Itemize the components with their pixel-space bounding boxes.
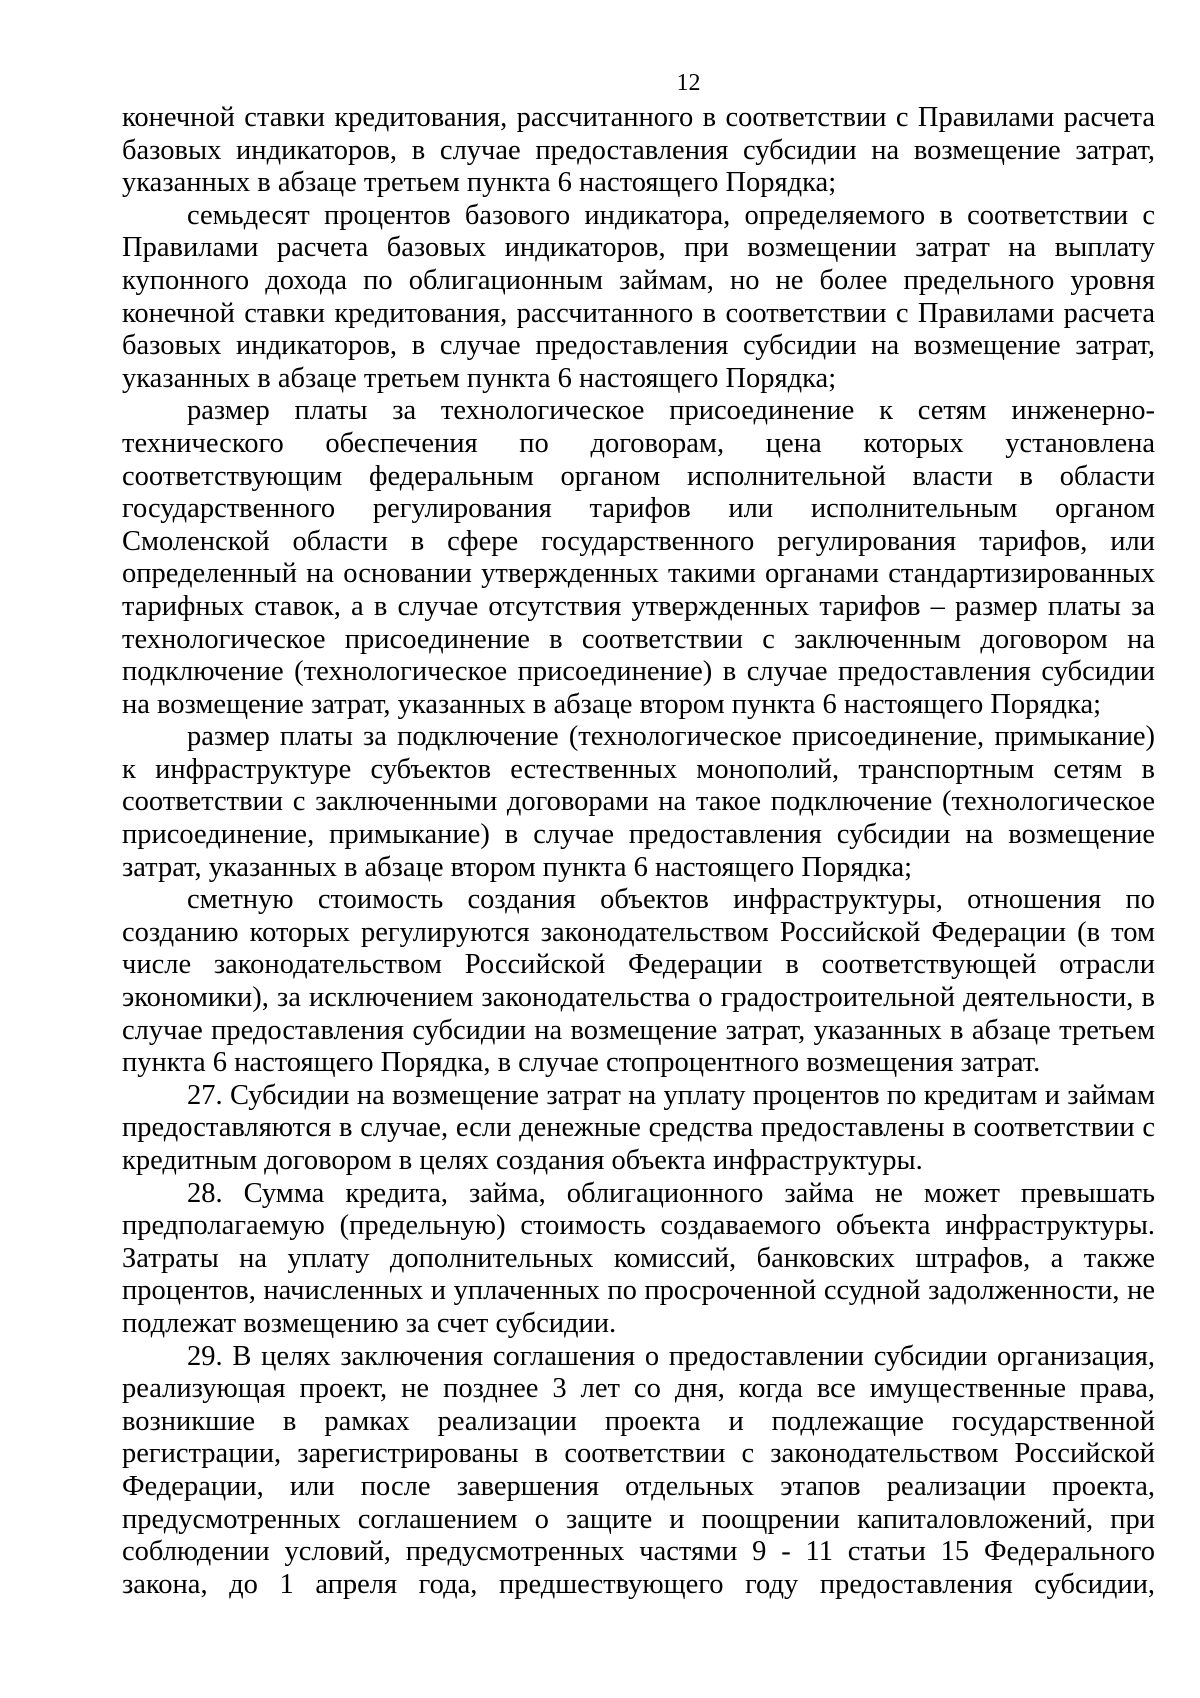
paragraph-estimated-cost: сметную стоимость создания объектов инфраструктуры, отношения по созданию которых регулируются законодательством Российской Федерации (в том числе законодательством Российской Федерации в соответствующей отрасли экономики), за исключением законодательства о градостроительной деятельности, в случае предоставления субсидии на возмещение затрат, указанных в абзаце третьем пункта 6 настоящего Порядка, в случае стопроцентного возмещения затрат. [122,884,1155,1079]
paragraph-27: 27. Субсидии на возмещение затрат на уплату процентов по кредитам и займам предоставляются в случае, если денежные средства предоставлены в соответствии с кредитным договором в целях создания объекта инфраструктуры. [122,1079,1155,1176]
paragraph-connection-fee-monopolies: размер платы за подключение (технологическое присоединение, примыкание) к инфраструктуре субъектов естественных монополий, транспортным сетям в соответствии с заключенными договорами на такое подключение (технологическое присоединение, примыкание) в случае предоставления субсидии на возмещение затрат, указанных в абзаце втором пункта 6 настоящего Порядка; [122,721,1155,883]
page-number: 12 [676,70,701,96]
document-page [122,70,1155,1601]
paragraph-connection-fee-engineering-networks: размер платы за технологическое присоединение к сетям инженерно-технического обеспечения по договорам, цена которых установлена соответствующим федеральным органом исполнительной власти в области государственного регулирования тарифов или исполнительным органом Смоленской области в сфере государственного регулирования тарифов, или определенный на основании утвержденных такими органами стандартизированных тарифных ставок, а в случае отсутствия утвержденных тарифов – размер платы за технологическое присоединение в соответствии с заключенным договором на подключение (технологическое присоединение) в случае предоставления субсидии на возмещение затрат, указанных в абзаце втором пункта 6 настоящего Порядка; [122,395,1155,720]
paragraph-continuation: конечной ставки кредитования, рассчитанного в соответствии с Правилами расчета базовых индикаторов, в случае предоставления субсидии на возмещение затрат, указанных в абзаце третьем пункта 6 настоящего Порядка; [122,102,1155,199]
paragraph-seventy-percent-indicator: семьдесят процентов базового индикатора, определяемого в соответствии с Правилами расчета базовых индикаторов, при возмещении затрат на выплату купонного дохода по облигационным займам, но не более предельного уровня конечной ставки кредитования, рассчитанного в соответствии с Правилами расчета базовых индикаторов, в случае предоставления субсидии на возмещение затрат, указанных в абзаце третьем пункта 6 настоящего Порядка; [122,199,1155,394]
paragraph-28: 28. Сумма кредита, займа, облигационного займа не может превышать предполагаемую (предельную) стоимость создаваемого объекта инфраструктуры. Затраты на уплату дополнительных комиссий, банковских штрафов, а также процентов, начисленных и уплаченных по просроченной ссудной задолженности, не подлежат возмещению за счет субсидии. [122,1177,1155,1339]
paragraph-29: 29. В целях заключения соглашения о предоставлении субсидии организация, реализующая проект, не позднее 3 лет со дня, когда все имущественные права, возникшие в рамках реализации проекта и подлежащие государственной регистрации, зарегистрированы в соответствии с законодательством Российской Федерации, или после завершения отдельных этапов реализации проекта, предусмотренных соглашением о защите и поощрении капиталовложений, при соблюдении условий, предусмотренных частями 9 - 11 статьи 15 Федерального закона, до 1 апреля года, предшествующего году предоставления субсидии, [122,1340,1155,1600]
document-body [122,102,1155,1601]
